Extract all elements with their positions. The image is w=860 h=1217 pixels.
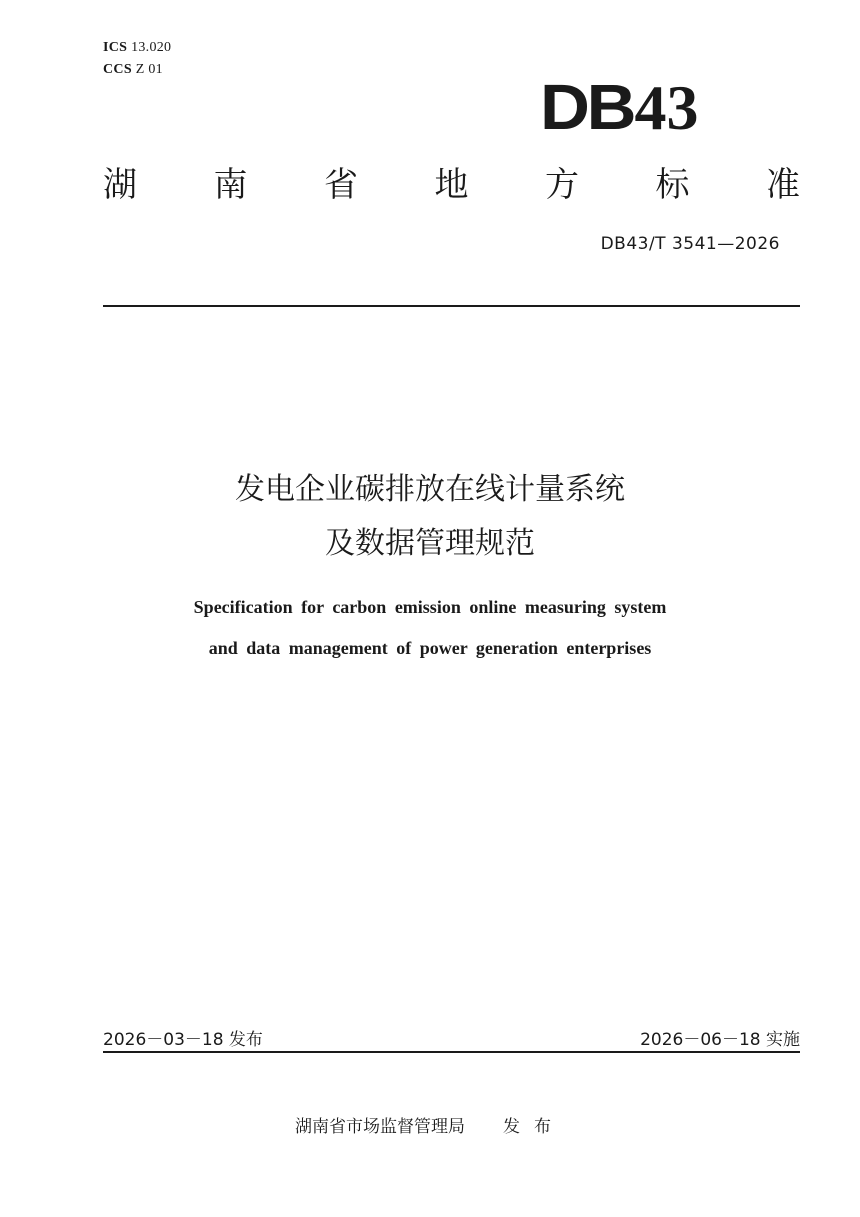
header-divider <box>103 305 800 307</box>
ics-label: ICS <box>103 40 128 55</box>
standard-category-char: 准 <box>766 165 800 205</box>
standard-category-char: 地 <box>434 165 469 205</box>
ccs-code <box>103 62 163 78</box>
ics-code <box>103 40 171 56</box>
issuer-line <box>0 1112 860 1137</box>
title-zh-line2: 及数据管理规范 <box>325 526 535 561</box>
standard-number: DB43/T 3541—2026 <box>600 234 780 254</box>
footer-divider <box>103 1051 800 1053</box>
ccs-value: Z 01 <box>135 62 163 77</box>
db-mark-number: 43 <box>634 72 699 143</box>
standard-category <box>103 162 800 208</box>
standard-category-char: 湖 <box>103 165 137 205</box>
title-en-line1: Specification for carbon emission online measuring system <box>193 597 667 617</box>
standard-category-char: 省 <box>324 165 358 205</box>
ics-value: 13.020 <box>131 40 172 55</box>
issuer-action: 发布 <box>503 1117 565 1137</box>
ccs-label: CCS <box>103 62 132 77</box>
db-mark-prefix: DB <box>540 71 634 143</box>
standard-category-char: 方 <box>545 165 579 205</box>
title-zh-line1: 发电企业碳排放在线计量系统 <box>235 472 625 507</box>
standard-category-char: 南 <box>213 165 248 205</box>
title-en-line2: and data management of power generation enterprises <box>208 638 652 658</box>
issuer-name: 湖南省市场监督管理局 <box>295 1117 465 1137</box>
issue-date: 2026－03－18 发布 <box>103 1030 263 1050</box>
db-standard-mark <box>540 71 740 143</box>
standard-category-char: 标 <box>655 165 690 205</box>
implementation-date: 2026－06－18 实施 <box>640 1030 800 1050</box>
